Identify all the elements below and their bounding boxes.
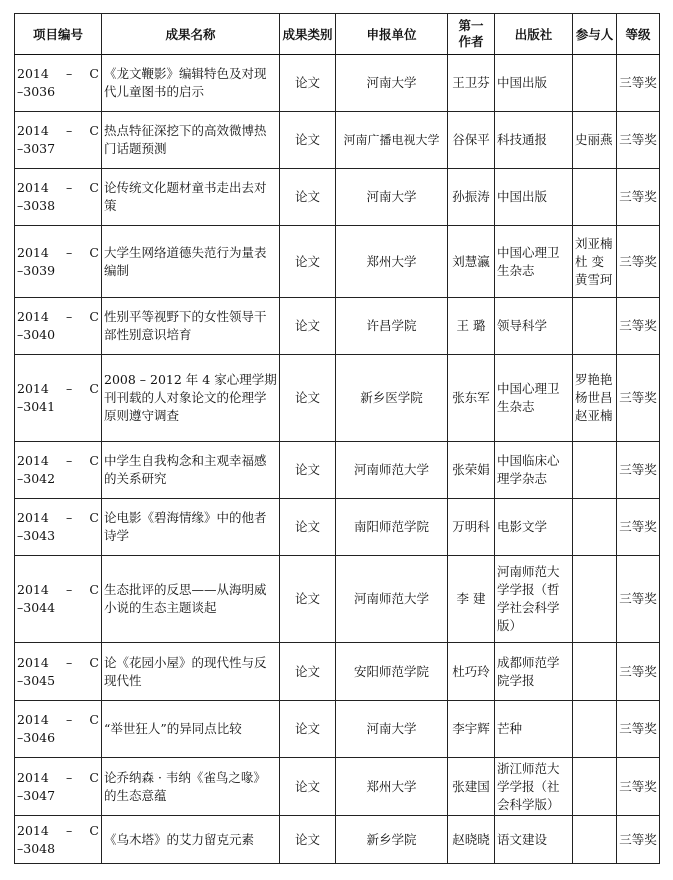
cell-author: 孙振涛 bbox=[448, 169, 495, 226]
cell-publisher: 领导科学 bbox=[495, 298, 573, 355]
cell-type: 论文 bbox=[280, 556, 336, 643]
code-line1: 2014 – C bbox=[17, 822, 99, 838]
code-line2: –3048 bbox=[17, 840, 56, 856]
cell-author: 张东军 bbox=[448, 355, 495, 442]
cell-publisher: 中国出版 bbox=[495, 55, 573, 112]
cell-type: 论文 bbox=[280, 643, 336, 701]
header-code: 项目编号 bbox=[15, 14, 102, 55]
cell-unit: 河南广播电视大学 bbox=[336, 112, 448, 169]
cell-type: 论文 bbox=[280, 701, 336, 758]
cell-type: 论文 bbox=[280, 298, 336, 355]
table-row bbox=[15, 298, 660, 355]
code-line1: 2014 – C bbox=[17, 769, 99, 785]
cell-level: 三等奖 bbox=[617, 355, 660, 442]
code-line1: 2014 – C bbox=[17, 381, 99, 396]
cell-participants bbox=[573, 499, 617, 556]
cell-type: 论文 bbox=[280, 442, 336, 499]
cell-unit: 新乡医学院 bbox=[336, 355, 448, 442]
cell-code bbox=[15, 643, 102, 701]
cell-level: 三等奖 bbox=[617, 499, 660, 556]
code-line1: 2014 – C bbox=[17, 244, 99, 260]
code-line1: 2014 – C bbox=[17, 582, 99, 597]
cell-title: 《乌木塔》的艾力留克元素 bbox=[102, 816, 280, 864]
cell-publisher: 中国出版 bbox=[495, 169, 573, 226]
cell-author: 王卫芬 bbox=[448, 55, 495, 112]
cell-title: 论《花园小屋》的现代性与反现代性 bbox=[102, 643, 280, 701]
cell-unit: 许昌学院 bbox=[336, 298, 448, 355]
code-line1: 2014 – C bbox=[17, 712, 99, 727]
code-line1: 2014 – C bbox=[17, 510, 99, 525]
cell-author: 赵晓晓 bbox=[448, 816, 495, 864]
table-row bbox=[15, 499, 660, 556]
code-line2: –3036 bbox=[17, 84, 56, 99]
header-row bbox=[15, 14, 660, 55]
code-line1: 2014 – C bbox=[17, 123, 99, 138]
cell-code bbox=[15, 226, 102, 298]
cell-unit: 河南大学 bbox=[336, 701, 448, 758]
cell-level: 三等奖 bbox=[617, 55, 660, 112]
header-author bbox=[448, 14, 495, 55]
cell-author: 张荣娟 bbox=[448, 442, 495, 499]
cell-code bbox=[15, 442, 102, 499]
cell-title: “举世狂人”的异同点比较 bbox=[102, 701, 280, 758]
cell-title: 性别平等视野下的女性领导干部性别意识培育 bbox=[102, 298, 280, 355]
cell-title: 热点特征深挖下的高效微博热门话题预测 bbox=[102, 112, 280, 169]
table-row bbox=[15, 55, 660, 112]
cell-type: 论文 bbox=[280, 355, 336, 442]
cell-publisher: 成都师范学院学报 bbox=[495, 643, 573, 701]
cell-author: 谷保平 bbox=[448, 112, 495, 169]
code-line1: 2014 – C bbox=[17, 180, 99, 195]
cell-type: 论文 bbox=[280, 112, 336, 169]
cell-code bbox=[15, 55, 102, 112]
cell-unit: 河南大学 bbox=[336, 169, 448, 226]
cell-publisher: 芒种 bbox=[495, 701, 573, 758]
header-author-text: 第一作者 bbox=[458, 18, 484, 49]
table-row bbox=[15, 758, 660, 816]
table-row bbox=[15, 355, 660, 442]
cell-publisher: 河南师范大学学报（哲学社会科学版） bbox=[495, 556, 573, 643]
cell-level: 三等奖 bbox=[617, 169, 660, 226]
cell-author: 万明科 bbox=[448, 499, 495, 556]
code-line1: 2014 – C bbox=[17, 66, 99, 81]
code-line1: 2014 – C bbox=[17, 453, 99, 468]
awards-table bbox=[14, 13, 660, 864]
code-line2: –3038 bbox=[17, 198, 56, 213]
cell-code bbox=[15, 701, 102, 758]
code-line1: 2014 – C bbox=[17, 309, 99, 324]
cell-code bbox=[15, 298, 102, 355]
cell-participants bbox=[573, 442, 617, 499]
cell-unit: 郑州大学 bbox=[336, 226, 448, 298]
code-line2: –3039 bbox=[17, 262, 56, 278]
cell-unit: 河南大学 bbox=[336, 55, 448, 112]
code-line2: –3042 bbox=[17, 471, 56, 486]
header-publisher: 出版社 bbox=[495, 14, 573, 55]
cell-publisher: 中国心理卫生杂志 bbox=[495, 355, 573, 442]
cell-unit: 河南师范大学 bbox=[336, 556, 448, 643]
cell-publisher: 电影文学 bbox=[495, 499, 573, 556]
cell-type: 论文 bbox=[280, 758, 336, 816]
header-level: 等级 bbox=[617, 14, 660, 55]
cell-participants bbox=[573, 701, 617, 758]
table-row bbox=[15, 169, 660, 226]
cell-code bbox=[15, 112, 102, 169]
table-row bbox=[15, 226, 660, 298]
cell-author: 李宇辉 bbox=[448, 701, 495, 758]
cell-title: 2008 – 2012 年 4 家心理学期刊刊载的人对象论文的伦理学原则遵守调查 bbox=[102, 355, 280, 442]
cell-level: 三等奖 bbox=[617, 226, 660, 298]
cell-code bbox=[15, 355, 102, 442]
cell-type: 论文 bbox=[280, 816, 336, 864]
cell-level: 三等奖 bbox=[617, 556, 660, 643]
cell-code bbox=[15, 556, 102, 643]
cell-unit: 安阳师范学院 bbox=[336, 643, 448, 701]
cell-participants bbox=[573, 643, 617, 701]
cell-code bbox=[15, 758, 102, 816]
cell-publisher: 科技通报 bbox=[495, 112, 573, 169]
cell-unit: 郑州大学 bbox=[336, 758, 448, 816]
cell-participants bbox=[573, 816, 617, 864]
table-row bbox=[15, 112, 660, 169]
code-line2: –3043 bbox=[17, 528, 56, 543]
cell-author: 王 璐 bbox=[448, 298, 495, 355]
cell-publisher: 中国临床心理学杂志 bbox=[495, 442, 573, 499]
cell-title: 论传统文化题材童书走出去对策 bbox=[102, 169, 280, 226]
table-row bbox=[15, 556, 660, 643]
cell-level: 三等奖 bbox=[617, 758, 660, 816]
cell-title: 论乔纳森 · 韦纳《雀鸟之喙》的生态意蕴 bbox=[102, 758, 280, 816]
cell-author: 李 建 bbox=[448, 556, 495, 643]
cell-type: 论文 bbox=[280, 169, 336, 226]
cell-title: 生态批评的反思——从海明威小说的生态主题谈起 bbox=[102, 556, 280, 643]
table-row bbox=[15, 442, 660, 499]
cell-unit: 南阳师范学院 bbox=[336, 499, 448, 556]
cell-participants bbox=[573, 55, 617, 112]
cell-level: 三等奖 bbox=[617, 701, 660, 758]
code-line2: –3041 bbox=[17, 399, 56, 414]
cell-participants: 刘亚楠 杜 变 黄雪珂 bbox=[573, 226, 617, 298]
code-line2: –3044 bbox=[17, 600, 56, 615]
cell-publisher: 中国心理卫生杂志 bbox=[495, 226, 573, 298]
header-type: 成果类别 bbox=[280, 14, 336, 55]
cell-publisher: 浙江师范大学学报（社会科学版） bbox=[495, 758, 573, 816]
cell-level: 三等奖 bbox=[617, 442, 660, 499]
cell-code bbox=[15, 816, 102, 864]
cell-participants: 罗艳艳 杨世昌 赵亚楠 bbox=[573, 355, 617, 442]
cell-unit: 新乡学院 bbox=[336, 816, 448, 864]
cell-title: 《龙文鞭影》编辑特色及对现代儿童图书的启示 bbox=[102, 55, 280, 112]
cell-level: 三等奖 bbox=[617, 298, 660, 355]
cell-participants: 史丽燕 bbox=[573, 112, 617, 169]
code-line2: –3046 bbox=[17, 730, 56, 745]
cell-unit: 河南师范大学 bbox=[336, 442, 448, 499]
cell-level: 三等奖 bbox=[617, 816, 660, 864]
header-participants: 参与人 bbox=[573, 14, 617, 55]
cell-code bbox=[15, 499, 102, 556]
cell-title: 中学生自我构念和主观幸福感的关系研究 bbox=[102, 442, 280, 499]
header-title: 成果名称 bbox=[102, 14, 280, 55]
cell-level: 三等奖 bbox=[617, 112, 660, 169]
code-line1: 2014 – C bbox=[17, 654, 99, 670]
table-row bbox=[15, 816, 660, 864]
cell-author: 刘慧瀛 bbox=[448, 226, 495, 298]
code-line2: –3037 bbox=[17, 141, 56, 156]
cell-level: 三等奖 bbox=[617, 643, 660, 701]
code-line2: –3040 bbox=[17, 327, 56, 342]
cell-author: 张建国 bbox=[448, 758, 495, 816]
cell-participants bbox=[573, 556, 617, 643]
cell-type: 论文 bbox=[280, 55, 336, 112]
code-line2: –3045 bbox=[17, 672, 56, 688]
cell-type: 论文 bbox=[280, 226, 336, 298]
code-line2: –3047 bbox=[17, 787, 56, 803]
cell-publisher: 语文建设 bbox=[495, 816, 573, 864]
cell-title: 论电影《碧海情缘》中的他者诗学 bbox=[102, 499, 280, 556]
cell-participants bbox=[573, 169, 617, 226]
cell-type: 论文 bbox=[280, 499, 336, 556]
table-row bbox=[15, 701, 660, 758]
cell-author: 杜巧玲 bbox=[448, 643, 495, 701]
table-row bbox=[15, 643, 660, 701]
header-unit: 申报单位 bbox=[336, 14, 448, 55]
cell-title: 大学生网络道德失范行为量表编制 bbox=[102, 226, 280, 298]
cell-participants bbox=[573, 758, 617, 816]
cell-code bbox=[15, 169, 102, 226]
cell-participants bbox=[573, 298, 617, 355]
